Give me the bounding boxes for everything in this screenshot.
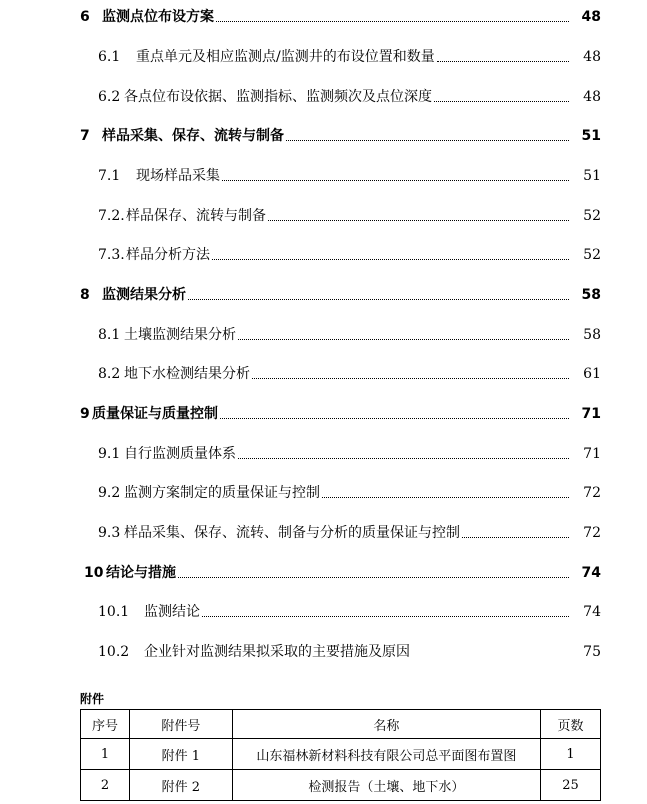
toc-entry-8-1[interactable] <box>0 322 647 344</box>
table-row <box>81 770 601 801</box>
toc-entry-7-3[interactable] <box>0 242 647 264</box>
dot-leader <box>238 458 569 459</box>
toc-entry-9[interactable] <box>0 401 647 423</box>
column-header-name: 名称 <box>232 710 540 739</box>
dot-leader <box>434 101 569 102</box>
toc-page-number: 71 <box>581 406 601 422</box>
toc-number: 7 <box>80 128 90 144</box>
table-row <box>81 739 601 770</box>
toc-page-number: 48 <box>581 9 601 25</box>
toc-page-number: 71 <box>583 446 601 462</box>
cell-name: 山东福林新材料科技有限公司总平面图布置图 <box>232 739 540 770</box>
toc-number: 9.3 <box>98 525 121 541</box>
toc-number: 9.1 <box>98 446 121 462</box>
toc-number: 9 <box>80 406 90 422</box>
toc-entry-9-2[interactable] <box>0 480 647 502</box>
toc-title: 各点位布设依据、监测指标、监测频次及点位深度 <box>124 89 432 105</box>
toc-entry-6-2[interactable] <box>0 84 647 106</box>
toc-entry-7-1[interactable] <box>0 163 647 185</box>
toc-entry-8-2[interactable] <box>0 361 647 383</box>
toc-entry-8[interactable] <box>0 282 647 304</box>
dot-leader <box>202 616 569 617</box>
toc-number: 8 <box>80 287 90 303</box>
toc-title: 监测结果分析 <box>102 287 186 303</box>
toc-title: 监测点位布设方案 <box>102 9 214 25</box>
toc-number: 7.3. <box>98 247 125 263</box>
toc-page-number: 72 <box>583 485 601 501</box>
toc-title: 结论与措施 <box>106 565 176 581</box>
cell-pages: 25 <box>541 770 601 801</box>
dot-leader <box>222 180 569 181</box>
dot-leader <box>238 339 569 340</box>
cell-index: 1 <box>81 739 130 770</box>
dot-leader <box>216 21 569 22</box>
toc-title: 样品分析方法 <box>126 247 210 263</box>
toc-page-number: 51 <box>581 128 601 144</box>
toc-number: 7.1 <box>98 168 121 184</box>
toc-page-number: 74 <box>583 604 601 620</box>
dot-leader <box>322 497 569 498</box>
toc-entry-9-3[interactable] <box>0 520 647 542</box>
cell-name: 检测报告（土壤、地下水） <box>232 770 540 801</box>
attachments-table <box>80 709 601 801</box>
cell-attachment-no: 附件 2 <box>129 770 232 801</box>
toc-title: 样品采集、保存、流转与制备 <box>102 128 284 144</box>
toc-title: 监测结论 <box>144 604 200 620</box>
toc-number: 6.2 <box>98 89 121 105</box>
toc-entry-10-2[interactable] <box>0 639 647 661</box>
dot-leader <box>252 378 569 379</box>
toc-number: 6.1 <box>98 49 121 65</box>
dot-leader <box>188 299 569 300</box>
toc-title: 样品采集、保存、流转、制备与分析的质量保证与控制 <box>124 525 460 541</box>
toc-title: 企业针对监测结果拟采取的主要措施及原因 <box>144 644 410 660</box>
toc-page-number: 52 <box>583 247 601 263</box>
dot-leader <box>286 140 569 141</box>
toc-number: 7.2. <box>98 208 125 224</box>
dot-leader <box>437 61 569 62</box>
toc-title: 地下水检测结果分析 <box>124 366 250 382</box>
toc-number: 10.2 <box>98 644 130 660</box>
toc-title: 质量保证与质量控制 <box>92 406 218 422</box>
toc-page-number: 52 <box>583 208 601 224</box>
toc-entry-9-1[interactable] <box>0 441 647 463</box>
toc-page-number: 72 <box>583 525 601 541</box>
cell-index: 2 <box>81 770 130 801</box>
toc-entry-7-2[interactable] <box>0 203 647 225</box>
dot-leader <box>462 537 569 538</box>
toc-title: 自行监测质量体系 <box>124 446 236 462</box>
toc-entry-7[interactable] <box>0 123 647 145</box>
toc-page-number: 58 <box>581 287 601 303</box>
toc-title: 土壤监测结果分析 <box>124 327 236 343</box>
toc-page-number: 48 <box>583 49 601 65</box>
table-header-row <box>81 710 601 739</box>
toc-page-number: 75 <box>583 644 601 660</box>
dot-leader <box>212 259 569 260</box>
toc-number: 10 <box>84 565 104 581</box>
cell-pages: 1 <box>541 739 601 770</box>
toc-title: 样品保存、流转与制备 <box>126 208 266 224</box>
toc-title: 重点单元及相应监测点/监测井的布设位置和数量 <box>136 49 435 65</box>
toc-entry-6-1[interactable] <box>0 44 647 66</box>
toc-title: 现场样品采集 <box>136 168 220 184</box>
column-header-index: 序号 <box>81 710 130 739</box>
dot-leader <box>220 418 569 419</box>
toc-entry-10[interactable] <box>0 560 647 582</box>
toc-number: 8.2 <box>98 366 121 382</box>
toc-entry-10-1[interactable] <box>0 599 647 621</box>
attachments-title: 附件 <box>80 692 105 706</box>
toc-number: 10.1 <box>98 604 130 620</box>
cell-attachment-no: 附件 1 <box>129 739 232 770</box>
toc-page-number: 74 <box>581 565 601 581</box>
toc-number: 9.2 <box>98 485 121 501</box>
toc-title: 监测方案制定的质量保证与控制 <box>124 485 320 501</box>
toc-page-number: 61 <box>583 366 601 382</box>
toc-entry-6[interactable] <box>0 4 647 26</box>
dot-leader <box>178 577 569 578</box>
toc-page-number: 48 <box>583 89 601 105</box>
toc-number: 8.1 <box>98 327 121 343</box>
column-header-pages: 页数 <box>541 710 601 739</box>
toc-page-number: 51 <box>583 168 601 184</box>
column-header-attachment-no: 附件号 <box>129 710 232 739</box>
toc-page-number: 58 <box>583 327 601 343</box>
dot-leader <box>268 220 569 221</box>
toc-number: 6 <box>80 9 90 25</box>
